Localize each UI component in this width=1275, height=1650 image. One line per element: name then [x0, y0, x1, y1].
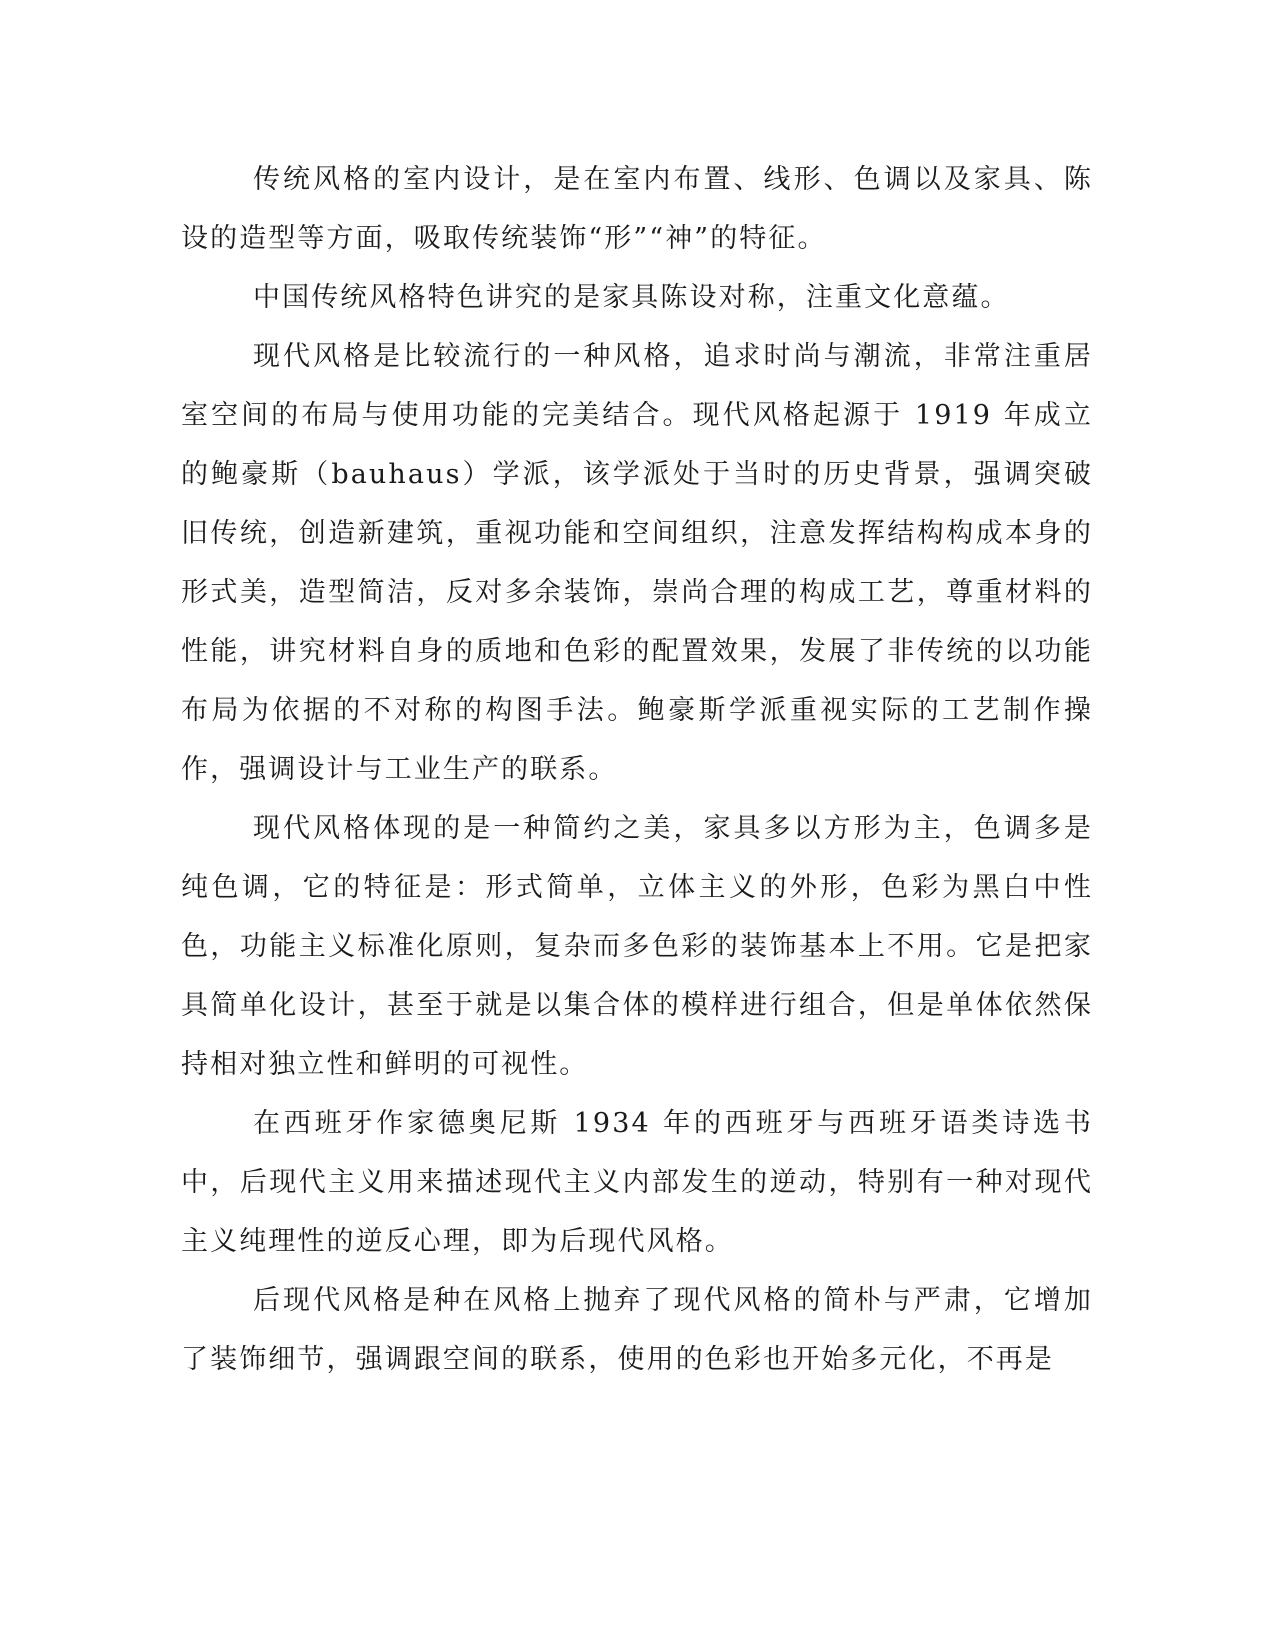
paragraph-chinese-traditional: 中国传统风格特色讲究的是家具陈设对称，注重文化意蕴。	[253, 282, 1010, 313]
text-column	[181, 150, 1093, 1389]
paragraph-modern-style-features: 现代风格体现的是一种简约之美，家具多以方形为主，色调多是纯色调，它的特征是：形式简单，立体主义的外形，色彩为黑白中性色，功能主义标准化原则，复杂而多色彩的装饰基本上不用。它是把家具简单化设计，甚至于就是以集合体的模样进行组合，但是单体依然保持相对独立性和鲜明的可视性。	[181, 813, 1093, 1080]
paragraph-modern-style-origin: 现代风格是比较流行的一种风格，追求时尚与潮流，非常注重居室空间的布局与使用功能的完美结合。现代风格起源于 1919 年成立的鲍豪斯（bauhaus）学派，该学派处于当时的历史背景，强调突破旧传统，创造新建筑，重视功能和空间组织，注意发挥结构构成本身的形式美，造型简洁，反对多余装饰，崇尚合理的构成工艺，尊重材料的性能，讲究材料自身的质地和色彩的配置效果，发展了非传统的以功能布局为依据的不对称的构图手法。鲍豪斯学派重视实际的工艺制作操作，强调设计与工业生产的联系。	[181, 341, 1093, 785]
paragraph-traditional-style: 传统风格的室内设计，是在室内布置、线形、色调以及家具、陈设的造型等方面，吸取传统装饰“形”“神”的特征。	[181, 164, 1093, 254]
paragraph-postmodern-style: 后现代风格是种在风格上抛弃了现代风格的简朴与严肃，它增加了装饰细节，强调跟空间的联系，使用的色彩也开始多元化，不再是	[181, 1285, 1093, 1375]
paragraph-postmodern-origin: 在西班牙作家德奥尼斯 1934 年的西班牙与西班牙语类诗选书中，后现代主义用来描述现代主义内部发生的逆动，特别有一种对现代主义纯理性的逆反心理，即为后现代风格。	[181, 1108, 1093, 1257]
